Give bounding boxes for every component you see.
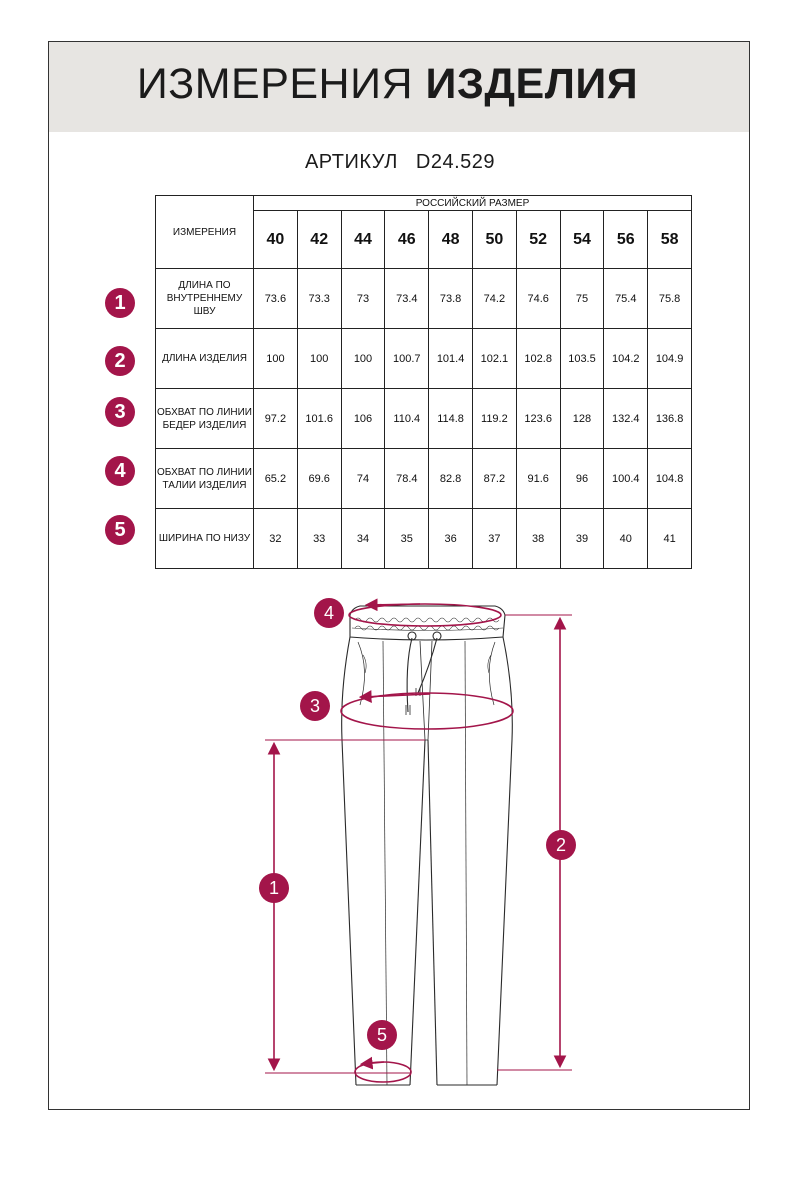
size-header: 56 (604, 211, 648, 269)
table-cell: 106 (341, 389, 385, 449)
table-cell: 91.6 (516, 449, 560, 509)
table-cell: 41 (648, 509, 692, 569)
diagram-marker-waist: 4 (314, 598, 344, 628)
table-row (156, 389, 692, 449)
size-header: 58 (648, 211, 692, 269)
table-cell: 123.6 (516, 389, 560, 449)
table-cell: 33 (297, 509, 341, 569)
table-cell: 75 (560, 269, 604, 329)
table-cell: 32 (254, 509, 298, 569)
size-header: 44 (341, 211, 385, 269)
diagram-marker-inseam: 1 (259, 873, 289, 903)
table-cell: 100 (297, 329, 341, 389)
table-cell: 110.4 (385, 389, 429, 449)
title-light: ИЗМЕРЕНИЯ (136, 60, 414, 108)
table-cell: 40 (604, 509, 648, 569)
table-cell: 69.6 (297, 449, 341, 509)
table-cell: 128 (560, 389, 604, 449)
table-cell: 100.4 (604, 449, 648, 509)
table-cell: 102.1 (472, 329, 516, 389)
table-header-label: ИЗМЕРЕНИЯ (156, 196, 254, 269)
row-number-badge: 4 (105, 456, 135, 486)
row-label: ШИРИНА ПО НИЗУ (156, 509, 254, 569)
article-label: АРТИКУЛ (304, 151, 398, 173)
table-cell: 73.6 (254, 269, 298, 329)
table-cell: 73.4 (385, 269, 429, 329)
table-cell: 97.2 (254, 389, 298, 449)
table-cell: 136.8 (648, 389, 692, 449)
size-header: 52 (516, 211, 560, 269)
row-number-badge: 1 (105, 288, 135, 318)
table-cell: 104.2 (604, 329, 648, 389)
title-bold: ИЗДЕЛИЯ (425, 60, 639, 108)
table-cell: 74 (341, 449, 385, 509)
table-cell: 100 (254, 329, 298, 389)
table-cell: 114.8 (429, 389, 473, 449)
table-cell: 78.4 (385, 449, 429, 509)
table-cell: 103.5 (560, 329, 604, 389)
row-number-badge: 3 (105, 397, 135, 427)
table-cell: 37 (472, 509, 516, 569)
table-row (156, 449, 692, 509)
table-cell: 102.8 (516, 329, 560, 389)
table-cell: 73.8 (429, 269, 473, 329)
row-label: ДЛИНА ПО ВНУТРЕННЕМУ ШВУ (156, 269, 254, 329)
table-cell: 38 (516, 509, 560, 569)
table-cell: 74.6 (516, 269, 560, 329)
size-header: 42 (297, 211, 341, 269)
row-label: ДЛИНА ИЗДЕЛИЯ (156, 329, 254, 389)
table-cell: 39 (560, 509, 604, 569)
table-cell: 35 (385, 509, 429, 569)
size-header: 48 (429, 211, 473, 269)
size-header: 54 (560, 211, 604, 269)
row-number-badge: 2 (105, 346, 135, 376)
table-cell: 104.8 (648, 449, 692, 509)
table-cell: 36 (429, 509, 473, 569)
row-label: ОБХВАТ ПО ЛИНИИ БЕДЕР ИЗДЕЛИЯ (156, 389, 254, 449)
table-cell: 65.2 (254, 449, 298, 509)
table-cell: 75.4 (604, 269, 648, 329)
table-cell: 119.2 (472, 389, 516, 449)
size-group-label: РОССИЙСКИЙ РАЗМЕР (254, 196, 692, 211)
table-cell: 132.4 (604, 389, 648, 449)
table-cell: 96 (560, 449, 604, 509)
diagram-marker-hip: 3 (300, 691, 330, 721)
table-cell: 82.8 (429, 449, 473, 509)
table-cell: 73.3 (297, 269, 341, 329)
size-header: 46 (385, 211, 429, 269)
table-cell: 74.2 (472, 269, 516, 329)
table-row (156, 509, 692, 569)
table-row (156, 269, 692, 329)
article-code: D24.529 (415, 151, 496, 173)
table-cell: 34 (341, 509, 385, 569)
page-title (0, 60, 775, 109)
table-cell: 101.6 (297, 389, 341, 449)
table-cell: 75.8 (648, 269, 692, 329)
table-cell: 100.7 (385, 329, 429, 389)
row-label: ОБХВАТ ПО ЛИНИИ ТАЛИИ ИЗДЕЛИЯ (156, 449, 254, 509)
table-cell: 101.4 (429, 329, 473, 389)
table-cell: 100 (341, 329, 385, 389)
row-number-badge: 5 (105, 515, 135, 545)
size-table (155, 195, 692, 569)
diagram-marker-hem: 5 (367, 1020, 397, 1050)
table-row (156, 329, 692, 389)
table-cell: 104.9 (648, 329, 692, 389)
table-cell: 87.2 (472, 449, 516, 509)
size-header: 50 (472, 211, 516, 269)
table-cell: 73 (341, 269, 385, 329)
diagram-marker-length: 2 (546, 830, 576, 860)
size-header: 40 (254, 211, 298, 269)
article-line (0, 151, 800, 174)
